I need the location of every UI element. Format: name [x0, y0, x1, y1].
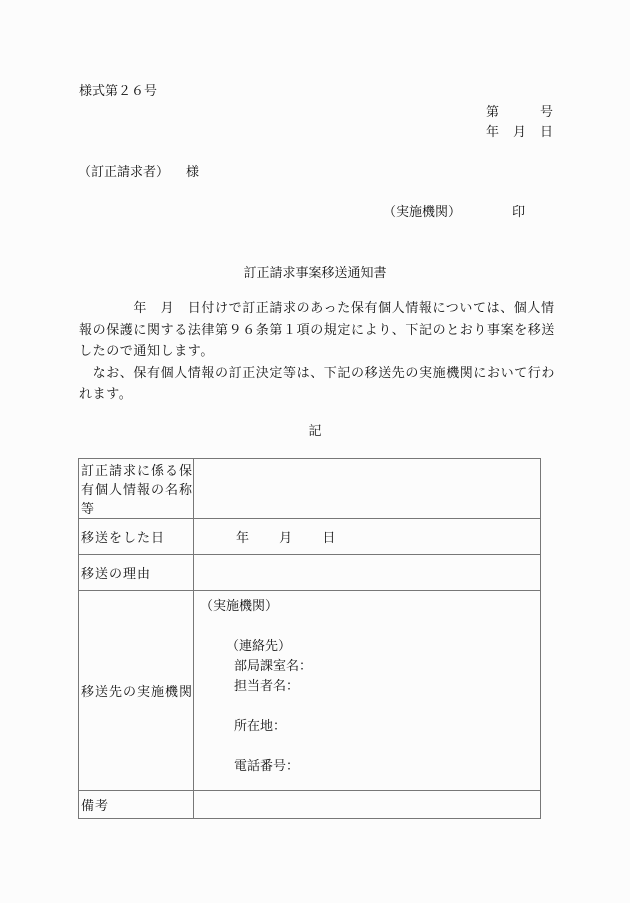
table-row [79, 591, 541, 791]
label-transfer-date: 移送をした日 [79, 519, 194, 555]
label-info-name: 訂正請求に係る保有個人情報の名称等 [79, 459, 194, 519]
ki-heading: 記 [308, 424, 322, 439]
body-paragraph-1: 年 月 日付けで訂正請求のあった保有個人情報については、個人情報の保護に関する法律第９６条第１項の規定により、下記のとおり事案を移送したので通知します。 [79, 301, 556, 359]
transfer-year: 年 [236, 531, 250, 546]
transfer-day: 日 [322, 531, 336, 546]
table-row [79, 555, 541, 591]
dest-agency: （実施機関） [200, 599, 279, 614]
label-transfer-reason: 移送の理由 [79, 555, 194, 591]
value-remarks[interactable] [194, 791, 541, 819]
dest-person: 担当者名： [234, 679, 300, 694]
document-number-suffix: 号 [540, 105, 554, 120]
value-destination-agency[interactable] [194, 591, 541, 791]
transfer-month: 月 [279, 531, 293, 546]
label-destination-agency: 移送先の実施機関 [79, 591, 194, 791]
document-title: 訂正請求事案移送通知書 [243, 266, 387, 281]
details-table [78, 458, 541, 819]
recipient-label: （訂正請求者） [78, 165, 170, 180]
document-number-prefix: 第 [486, 105, 500, 120]
date-month: 月 [513, 125, 527, 140]
table-row [79, 791, 541, 819]
form-number: 様式第２６号 [79, 84, 158, 99]
date-year: 年 [486, 125, 500, 140]
table-row [79, 459, 541, 519]
body-paragraph-2: なお、保有個人情報の訂正決定等は、下記の移送先の実施機関において行われます。 [79, 365, 556, 402]
dest-address: 所在地： [234, 719, 287, 734]
recipient-honorific: 様 [186, 165, 200, 180]
dest-contact: （連絡先） [226, 639, 292, 654]
dest-phone: 電話番号： [234, 759, 300, 774]
table-row [79, 519, 541, 555]
body-text [79, 298, 555, 406]
label-remarks: 備考 [79, 791, 194, 819]
value-info-name[interactable] [194, 459, 541, 519]
date-day: 日 [540, 125, 554, 140]
value-transfer-reason[interactable] [194, 555, 541, 591]
seal-mark: 印 [512, 205, 526, 220]
agency-label: （実施機関） [383, 205, 462, 220]
value-transfer-date[interactable] [194, 519, 541, 555]
dest-department: 部局課室名： [234, 659, 313, 674]
